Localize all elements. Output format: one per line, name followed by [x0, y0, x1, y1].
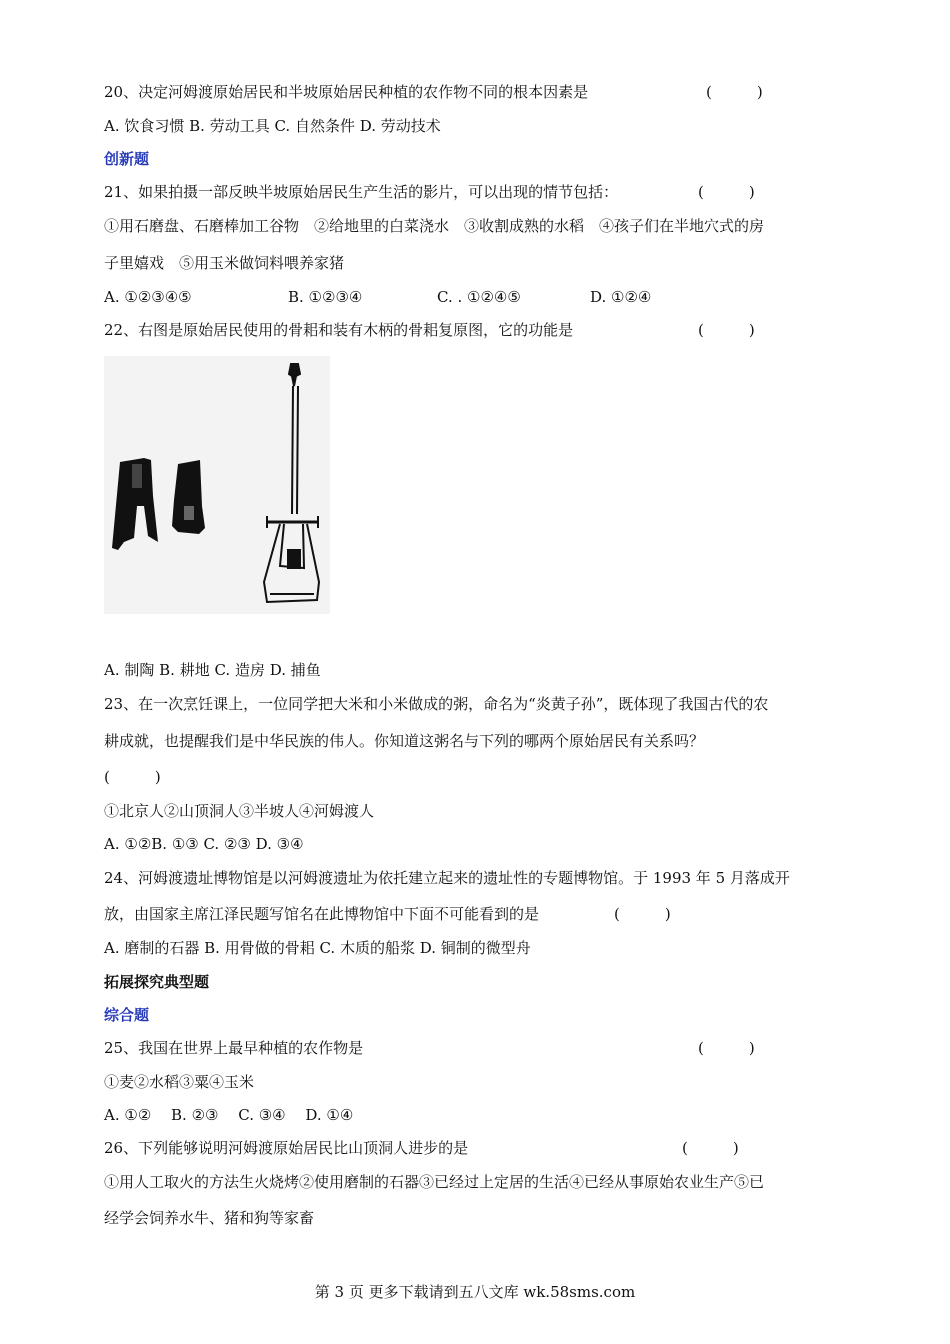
bone-spade-figure — [104, 356, 330, 614]
q23-options: A. ①②B. ①③ C. ②③ D. ③④ — [104, 835, 304, 853]
q24-stem-line1: 24、河姆渡遗址博物馆是以河姆渡遗址为依托建立起来的遗址性的专题博物馆。于 1993 年 5 月落成开 — [104, 869, 790, 887]
q20-stem: 20、决定河姆渡原始居民和半坡原始居民种植的农作物不同的根本因素是 — [104, 83, 589, 101]
q25-items: ①麦②水稻③粟④玉米 — [104, 1073, 255, 1091]
q24-options: A. 磨制的石器 B. 用骨做的骨耜 C. 木质的船浆 D. 铜制的微型舟 — [104, 939, 531, 957]
q26-items-line2: 经学会饲养水牛、猪和狗等家畜 — [104, 1209, 315, 1227]
q23-stem-line2: 耕成就，也提醒我们是中华民族的伟人。你知道这粥名与下列的哪两个原始居民有关系吗？ — [104, 732, 705, 750]
q24-answer-blank: ( ) — [614, 905, 671, 923]
q21-option-a: A. ①②③④⑤ — [104, 288, 192, 306]
section-heading-comprehensive: 综合题 — [104, 1006, 150, 1024]
q22-options: A. 制陶 B. 耕地 C. 造房 D. 捕鱼 — [104, 661, 321, 679]
q21-option-b: B. ①②③④ — [288, 288, 363, 306]
q22-stem: 22、右图是原始居民使用的骨耜和装有木柄的骨耜复原图，它的功能是 — [104, 321, 574, 339]
q21-items-line1: ①用石磨盘、石磨棒加工谷物 ②给地里的白菜浇水 ③收割成熟的水稻 ④孩子们在半地穴式的房 — [104, 217, 765, 235]
q22-answer-blank: ( ) — [698, 321, 755, 339]
q21-option-c: C. . ①②④⑤ — [437, 288, 521, 306]
section-heading-innovation: 创新题 — [104, 150, 150, 168]
q25-stem: 25、我国在世界上最早种植的农作物是 — [104, 1039, 364, 1057]
q25-options: A. ①② B. ②③ C. ③④ D. ①④ — [104, 1106, 354, 1124]
q26-items-line1: ①用人工取火的方法生火烧烤②使用磨制的石器③已经过上定居的生活④已经从事原始农业生产⑤已 — [104, 1173, 765, 1191]
q21-answer-blank: ( ) — [698, 183, 755, 201]
q23-answer-blank: ( ) — [104, 768, 161, 786]
q23-items: ①北京人②山顶洞人③半坡人④河姆渡人 — [104, 802, 375, 820]
q23-stem-line1: 23、在一次烹饪课上，一位同学把大米和小米做成的粥，命名为“炎黄子孙”，既体现了我国古代的农 — [104, 695, 769, 713]
q20-answer-blank: ( ) — [706, 83, 763, 101]
page-footer: 第 3 页 更多下载请到五八文库 wk.58sms.com — [314, 1283, 636, 1301]
q26-stem: 26、下列能够说明河姆渡原始居民比山顶洞人进步的是 — [104, 1139, 469, 1157]
section-heading-extension: 拓展探究典型题 — [104, 973, 210, 991]
q20-options: A. 饮食习惯 B. 劳动工具 C. 自然条件 D. 劳动技术 — [104, 117, 441, 135]
q24-stem-line2: 放，由国家主席江泽民题写馆名在此博物馆中下面不可能看到的是 — [104, 905, 540, 923]
q26-answer-blank: ( ) — [682, 1139, 739, 1157]
q21-option-d: D. ①②④ — [590, 288, 652, 306]
q21-items-line2: 子里嬉戏 ⑤用玉米做饲料喂养家猪 — [104, 254, 345, 272]
q25-answer-blank: ( ) — [698, 1039, 755, 1057]
q21-stem: 21、如果拍摄一部反映半坡原始居民生产生活的影片，可以出现的情节包括： — [104, 183, 619, 201]
